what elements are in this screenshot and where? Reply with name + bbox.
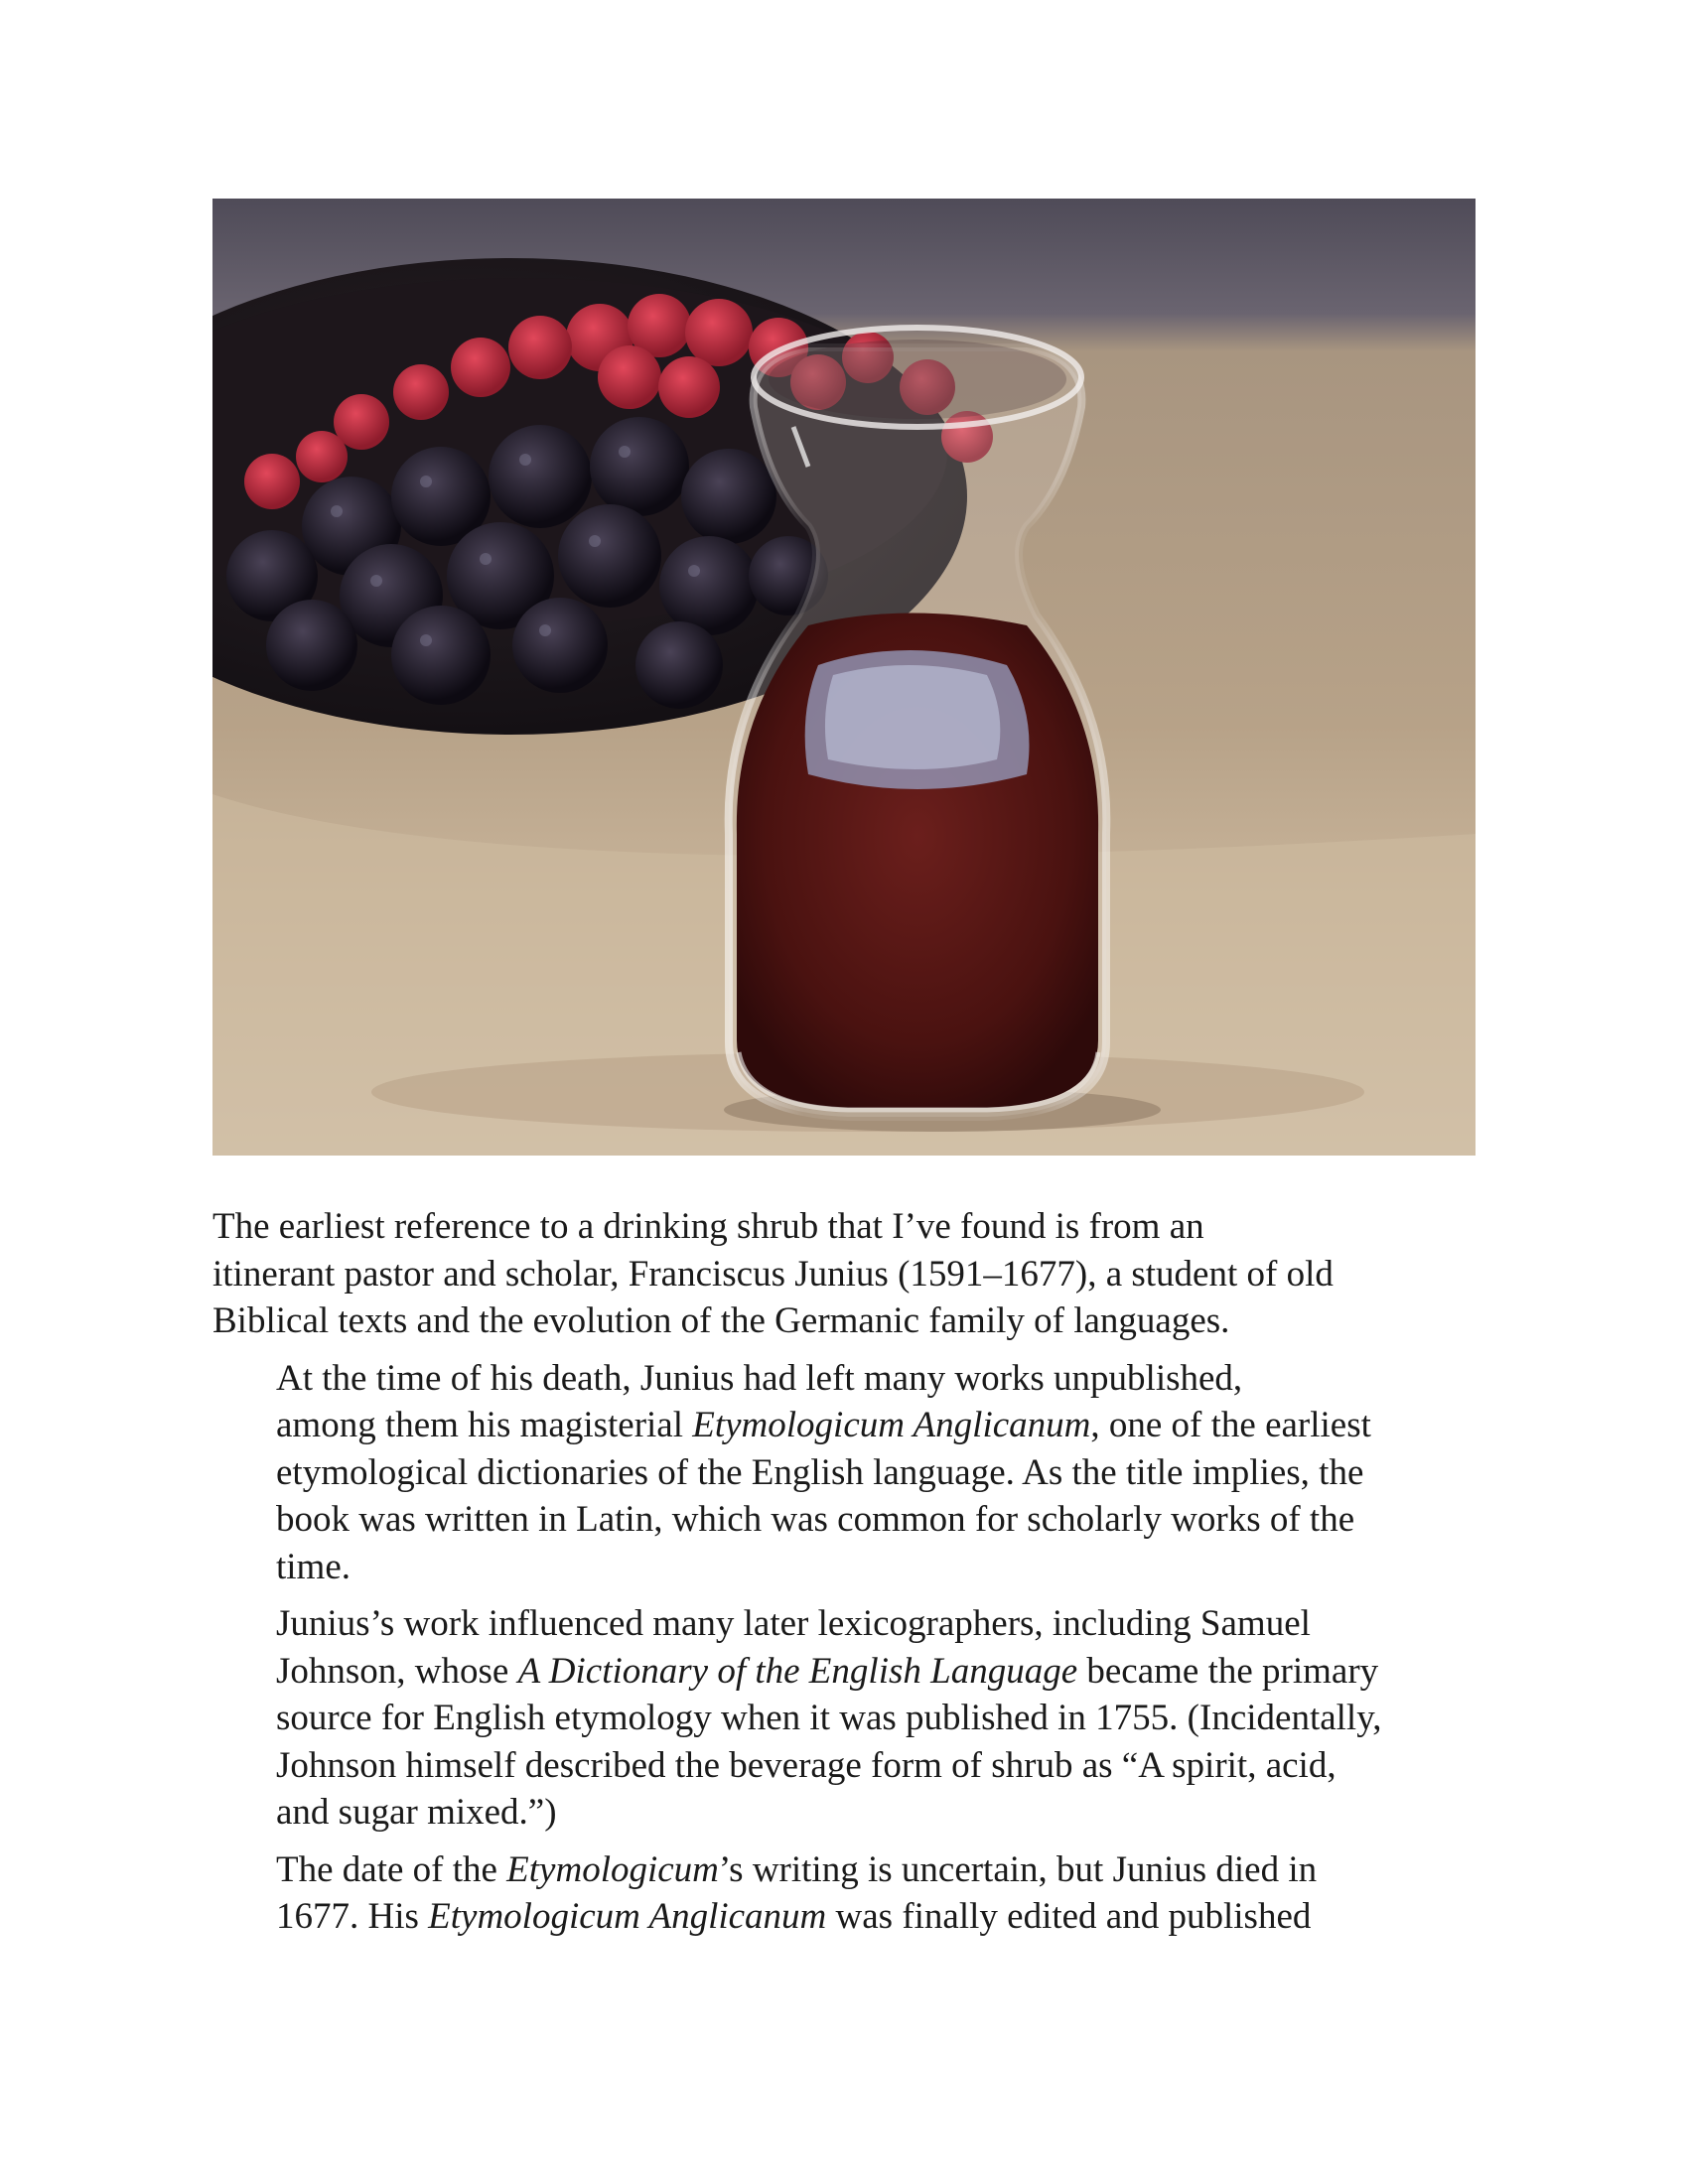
italic-title: Etymologicum Anglicanum [692,1405,1091,1445]
text-run: time. [276,1546,352,1587]
italic-title: Etymologicum [506,1848,719,1890]
text-run: was finally edited and published [826,1896,1312,1937]
paragraph-4 [212,1846,1493,1941]
text-run: etymological dictionaries of the English language. As the title implies, the [276,1451,1364,1493]
text-line [212,1297,1493,1345]
text-line [212,1789,1493,1837]
italic-title: A Dictionary of the English Language [517,1650,1078,1692]
paragraph-1 [212,1203,1493,1345]
text-line [212,1544,1493,1591]
text-run: source for English etymology when it was published in 1755. (Incidentally, [276,1698,1382,1738]
text-run: became the primary [1077,1650,1379,1692]
text-line [212,1449,1493,1497]
italic-title: Etymologicum Anglicanum [428,1896,827,1937]
text-line [212,1846,1493,1894]
text-run: book was written in Latin, which was common for scholarly works of the [276,1499,1355,1540]
text-run: among them his magisterial [276,1405,693,1445]
body-text [212,1203,1493,1941]
paragraph-2 [212,1355,1493,1591]
paragraph-3 [212,1600,1493,1837]
text-run: ’s writing is uncertain, but Junius died in [718,1848,1318,1890]
text-line [212,1251,1493,1298]
text-line [212,1600,1493,1648]
text-run: The earliest reference to a drinking shrub that I’ve found is from an [212,1206,1204,1247]
text-line [212,1893,1493,1941]
text-line [212,1496,1493,1544]
text-run: 1677. His [276,1896,429,1937]
text-line [212,1402,1493,1449]
text-line [212,1695,1493,1742]
photo-illustration [212,199,1476,1156]
text-run: Biblical texts and the evolution of the Germanic family of languages. [212,1300,1230,1341]
text-run: At the time of his death, Junius had left many works unpublished, [276,1357,1243,1399]
text-line [212,1648,1493,1696]
text-run: Junius’s work influenced many later lexicographers, including Samuel [276,1603,1311,1644]
text-line [212,1742,1493,1790]
text-line [212,1355,1493,1403]
text-line [212,1203,1493,1251]
text-run: , one of the earliest [1090,1405,1371,1445]
text-run: and sugar mixed.”) [276,1792,557,1833]
text-run: itinerant pastor and scholar, Franciscus Junius (1591–1677), a student of old [212,1253,1334,1295]
text-run: Johnson, whose [276,1650,518,1692]
berries-and-carafe-photo [212,199,1476,1156]
text-run: The date of the [276,1848,507,1890]
text-run: Johnson himself described the beverage form of shrub as “A spirit, acid, [276,1744,1336,1786]
